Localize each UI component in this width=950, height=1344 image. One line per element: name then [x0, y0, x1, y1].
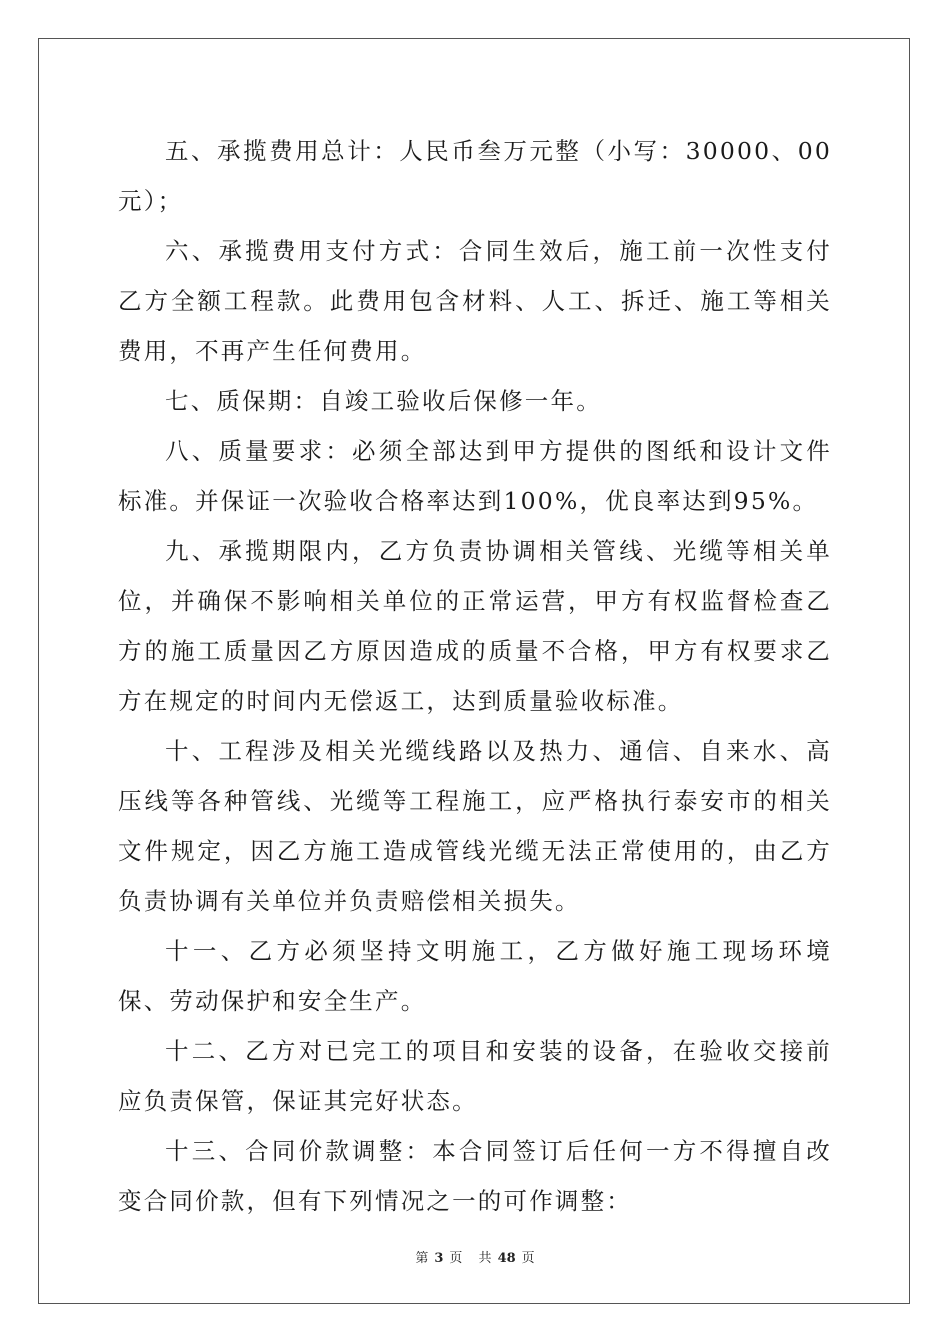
total-pages-indicator	[476, 1251, 538, 1266]
paragraph-quality-requirements: 八、质量要求：必须全部达到甲方提供的图纸和设计文件标准。并保证一次验收合格率达到100%，优良率达到95%。	[118, 437, 832, 515]
paragraph-coordination: 九、承揽期限内，乙方负责协调相关管线、光缆等相关单位，并确保不影响相关单位的正常运营，甲方有权监督检查乙方的施工质量因乙方原因造成的质量不合格，甲方有权要求乙方在规定的时间内无偿返工，达到质量验收标准。	[118, 537, 832, 715]
total-prefix: 共	[478, 1251, 492, 1266]
page-footer	[0, 1247, 950, 1266]
total-suffix: 页	[521, 1251, 535, 1266]
paragraph-custody: 十二、乙方对已完工的项目和安装的设备，在验收交接前应负责保管，保证其完好状态。	[118, 1037, 832, 1115]
paragraph-payment-method: 六、承揽费用支付方式：合同生效后，施工前一次性支付乙方全额工程款。此费用包含材料、人工、拆迁、施工等相关费用，不再产生任何费用。	[118, 237, 832, 365]
page-suffix: 页	[449, 1251, 463, 1266]
paragraph-civilized-construction: 十一、乙方必须坚持文明施工，乙方做好施工现场环境保、劳动保护和安全生产。	[118, 937, 832, 1015]
total-pages: 48	[497, 1251, 516, 1266]
page-indicator	[412, 1251, 465, 1266]
document-body	[118, 126, 832, 1226]
paragraph-price-adjustment: 十三、合同价款调整：本合同签订后任何一方不得擅自改变合同价款，但有下列情况之一的可作调整：	[118, 1137, 832, 1215]
page-number: 3	[434, 1251, 444, 1266]
paragraph-fee-total: 五、承揽费用总计：人民币叁万元整（小写：30000、00元）；	[118, 137, 832, 215]
paragraph-pipelines: 十、工程涉及相关光缆线路以及热力、通信、自来水、高压线等各种管线、光缆等工程施工，应严格执行泰安市的相关文件规定，因乙方施工造成管线光缆无法正常使用的，由乙方负责协调有关单位并负责赔偿相关损失。	[118, 737, 832, 915]
page-prefix: 第	[415, 1251, 429, 1266]
paragraph-warranty: 七、质保期：自竣工验收后保修一年。	[165, 387, 602, 415]
